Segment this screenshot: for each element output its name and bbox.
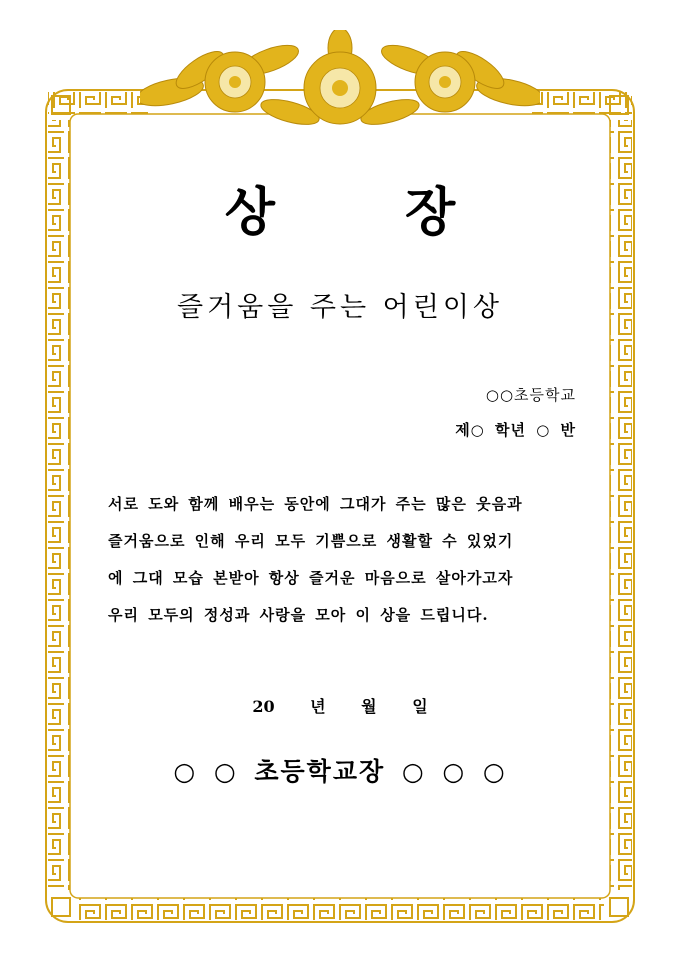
citation-line: 에 그대 모습 본받아 항상 즐거운 마음으로 살아가고자: [108, 569, 514, 587]
certificate-title: 상 장: [224, 182, 512, 243]
school-name: ○○초등학교: [485, 386, 576, 404]
principal-signature: ○ ○ 초등학교장 ○ ○ ○: [173, 757, 507, 786]
award-date: 20 년 월 일: [252, 697, 428, 716]
grade-class: 제○ 학년 ○ 반: [455, 421, 576, 439]
award-name: 즐거움을 주는 어린이상: [177, 292, 503, 323]
citation-line: 서로 도와 함께 배우는 동안에 그대가 주는 많은 웃음과: [108, 495, 523, 513]
citation-line: 우리 모두의 정성과 사랑을 모아 이 상을 드립니다.: [108, 606, 489, 624]
mugunghwa-emblem-icon: [140, 30, 540, 134]
citation-body: [108, 486, 578, 634]
citation-line: 즐거움으로 인해 우리 모두 기쁨으로 생활할 수 있었기: [108, 532, 514, 550]
